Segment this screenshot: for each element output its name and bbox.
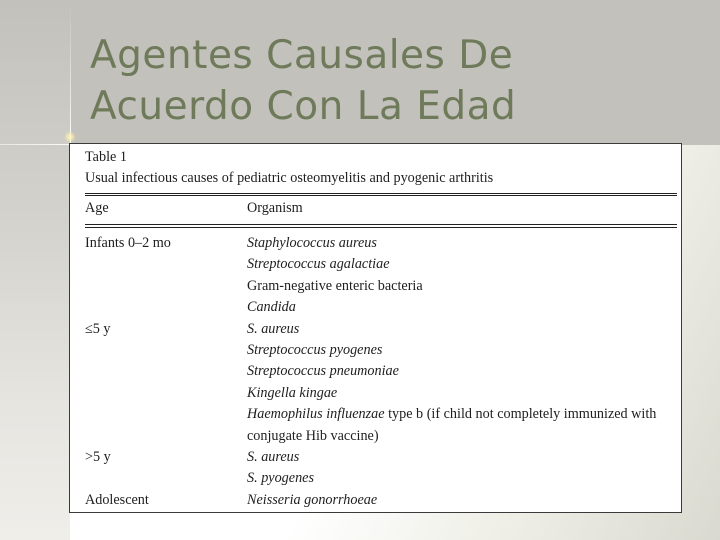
header-age: Age xyxy=(85,200,109,216)
organism-cell xyxy=(247,468,677,489)
age-cell xyxy=(85,468,247,489)
age-cell xyxy=(85,426,247,447)
slide-title xyxy=(90,30,516,132)
slide-title-line-2: Acuerdo Con La Edad xyxy=(90,84,517,129)
table-row xyxy=(85,404,677,425)
age-cell xyxy=(85,340,247,361)
table-row xyxy=(85,297,677,318)
slide-title-line-1: Agentes Causales De xyxy=(90,33,514,78)
organism-name: Haemophilus influenzae xyxy=(247,406,385,423)
table-row xyxy=(85,490,677,511)
sparkle-icon xyxy=(64,131,76,143)
table-row xyxy=(85,319,677,340)
organism-cell xyxy=(247,404,677,425)
age-cell: ≤5 y xyxy=(85,320,111,337)
organism-cell xyxy=(247,319,677,340)
table-row xyxy=(85,426,677,447)
age-cell xyxy=(85,383,247,404)
age-cell xyxy=(85,297,247,318)
table-row xyxy=(85,276,677,297)
organism-note: type b (if child not completely immunized with xyxy=(384,406,657,423)
organism-name: S. aureus xyxy=(247,320,300,337)
table-label: Table 1 xyxy=(85,149,127,165)
organism-name: Gram-negative enteric bacteria xyxy=(247,277,423,294)
organism-cell xyxy=(247,383,677,404)
organism-cell xyxy=(247,426,677,447)
organism-cell xyxy=(247,361,677,382)
header-organism: Organism xyxy=(247,200,303,216)
table-row xyxy=(85,383,677,404)
organism-name: Streptococcus pyogenes xyxy=(247,342,383,359)
table-row xyxy=(85,233,677,254)
table-content xyxy=(85,147,677,511)
left-band xyxy=(0,0,70,540)
table-image xyxy=(69,143,682,513)
decorative-vertical-line xyxy=(70,0,71,145)
table-caption: Usual infectious causes of pediatric osteomyelitis and pyogenic arthritis xyxy=(85,170,494,186)
age-cell xyxy=(85,361,247,382)
organism-name: Staphylococcus aureus xyxy=(247,235,377,251)
organism-cell xyxy=(247,340,677,361)
age-cell xyxy=(85,276,247,297)
organism-name: Neisseria gonorrhoeae xyxy=(247,491,378,508)
table-rule-top xyxy=(85,193,677,194)
age-cell: Adolescent xyxy=(85,491,149,508)
age-cell xyxy=(85,254,247,275)
table-row xyxy=(85,340,677,361)
table-row xyxy=(85,468,677,489)
table-row xyxy=(85,361,677,382)
table-row xyxy=(85,447,677,468)
organism-cell xyxy=(247,297,677,318)
organism-cell xyxy=(247,254,677,275)
organism-cell xyxy=(247,276,677,297)
organism-cell xyxy=(247,490,677,511)
organism-name: Streptococcus pneumoniae xyxy=(247,363,399,380)
table-rule-header-2 xyxy=(85,227,677,228)
organism-name: Candida xyxy=(247,299,296,316)
table-header-row xyxy=(85,196,677,220)
organism-cell xyxy=(247,233,677,254)
organism-name: S. aureus xyxy=(247,449,300,466)
organism-name: S. pyogenes xyxy=(247,470,314,487)
table-body xyxy=(85,233,677,511)
organism-name: Kingella kingae xyxy=(247,384,338,401)
age-cell: Infants 0–2 mo xyxy=(85,235,171,251)
age-cell xyxy=(85,404,247,425)
organism-name: Streptococcus agalactiae xyxy=(247,256,390,273)
organism-cell xyxy=(247,447,677,468)
age-cell: >5 y xyxy=(85,449,111,466)
organism-name: conjugate Hib vaccine) xyxy=(247,427,379,444)
table-row xyxy=(85,254,677,275)
table-rule-header xyxy=(85,224,677,225)
